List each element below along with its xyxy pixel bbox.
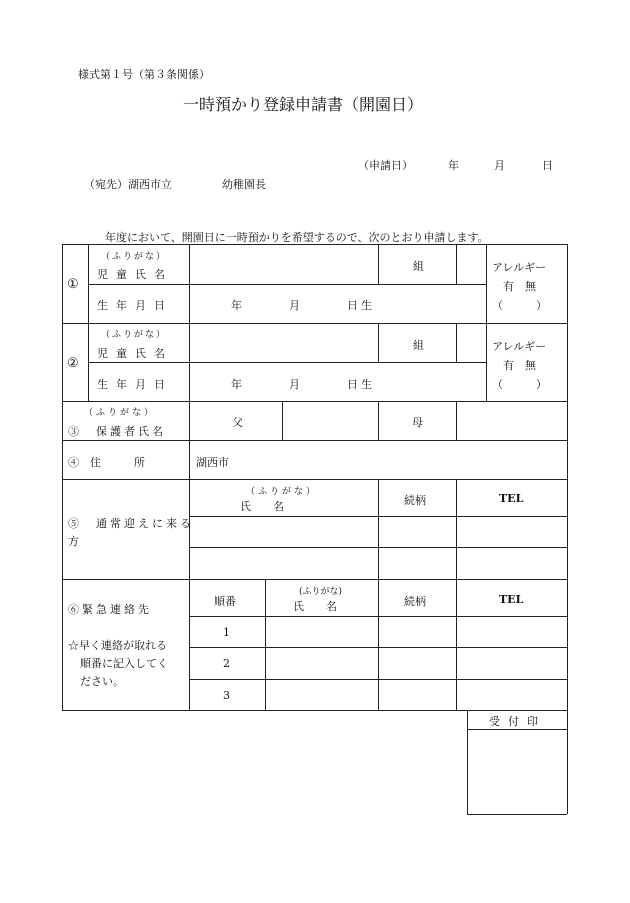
child-1-birth-month: 月	[289, 299, 300, 312]
child-2-allergy-label: アレルギー	[492, 340, 547, 353]
form-number: 様式第１号（第３条関係）	[78, 68, 210, 81]
child-1-allergy-paren: （ ）	[492, 299, 547, 312]
child-2-allergy-value: 有 無	[503, 359, 536, 372]
emergency-note-3: ださい。	[80, 675, 124, 688]
guardian-mother-label: 母	[412, 416, 423, 429]
child-1-birth-year: 年	[231, 299, 242, 312]
pickup-relation-header: 続柄	[404, 494, 426, 507]
child-2-number: ②	[67, 356, 79, 371]
emergency-relation-header: 続柄	[404, 595, 426, 608]
child-2-furigana: （ふりがな）	[101, 330, 168, 340]
child-1-birth-label: 生年月日	[97, 299, 173, 312]
pickup-name-header: 氏 名	[240, 500, 284, 513]
child-2-birth-year: 年	[231, 378, 242, 391]
emergency-order-header: 順番	[214, 595, 236, 608]
intro-text: 年度において、開園日に一時預かりを希望するので、次のとおり申請します。	[105, 231, 489, 244]
emergency-row-1: 1	[223, 626, 230, 639]
child-1-number: ①	[67, 277, 79, 292]
emergency-furigana: (ふりがな)	[299, 587, 343, 597]
child-2-birth-month: 月	[289, 378, 300, 391]
page-title: 一時預かり登録申請書（開園日）	[183, 95, 424, 114]
child-2-birth-day: 日生	[347, 378, 375, 391]
emergency-row-2: 2	[223, 657, 230, 670]
date-day-label: 日	[542, 159, 553, 172]
guardian-furigana: （ふりがな）	[84, 408, 157, 418]
child-2-allergy-paren: （ ）	[492, 378, 547, 391]
guardian-father-label: 父	[232, 416, 243, 429]
emergency-tel-header: TEL	[499, 593, 524, 606]
principal-label: 幼稚園長	[222, 178, 266, 191]
address-value: 湖西市	[196, 456, 229, 469]
addressee: （宛先）湖西市立	[84, 178, 172, 191]
emergency-row-3: 3	[223, 689, 230, 702]
pickup-label: ⑤ 通常迎えに来る	[68, 517, 194, 530]
child-2-birth-label: 生年月日	[97, 378, 173, 391]
emergency-label: ⑥緊急連絡先	[68, 603, 152, 616]
pickup-furigana: （ふりがな）	[246, 487, 319, 497]
emergency-note-2: 順番に記入してく	[80, 657, 168, 670]
application-date-label: （申請日）	[358, 159, 413, 172]
receipt-label: 受付印	[489, 715, 546, 728]
date-month-label: 月	[494, 159, 505, 172]
child-2-class-label: 組	[413, 339, 424, 352]
address-label: ④ 住 所	[68, 456, 145, 469]
pickup-tel-header: TEL	[499, 492, 524, 505]
pickup-label-2: 方	[68, 535, 79, 548]
date-year-label: 年	[448, 159, 459, 172]
emergency-name-header: 氏 名	[293, 600, 337, 613]
child-1-allergy-label: アレルギー	[492, 261, 547, 274]
child-2-name-label: 児童氏名	[97, 347, 173, 360]
child-1-name-label: 児童氏名	[97, 268, 173, 281]
child-1-birth-day: 日生	[347, 299, 375, 312]
guardian-label: ③ 保護者氏名	[68, 425, 166, 438]
child-1-allergy-value: 有 無	[503, 280, 536, 293]
child-1-class-label: 組	[413, 260, 424, 273]
child-1-furigana: （ふりがな）	[101, 252, 168, 262]
emergency-note-1: ☆早く連絡が取れる	[68, 639, 167, 652]
